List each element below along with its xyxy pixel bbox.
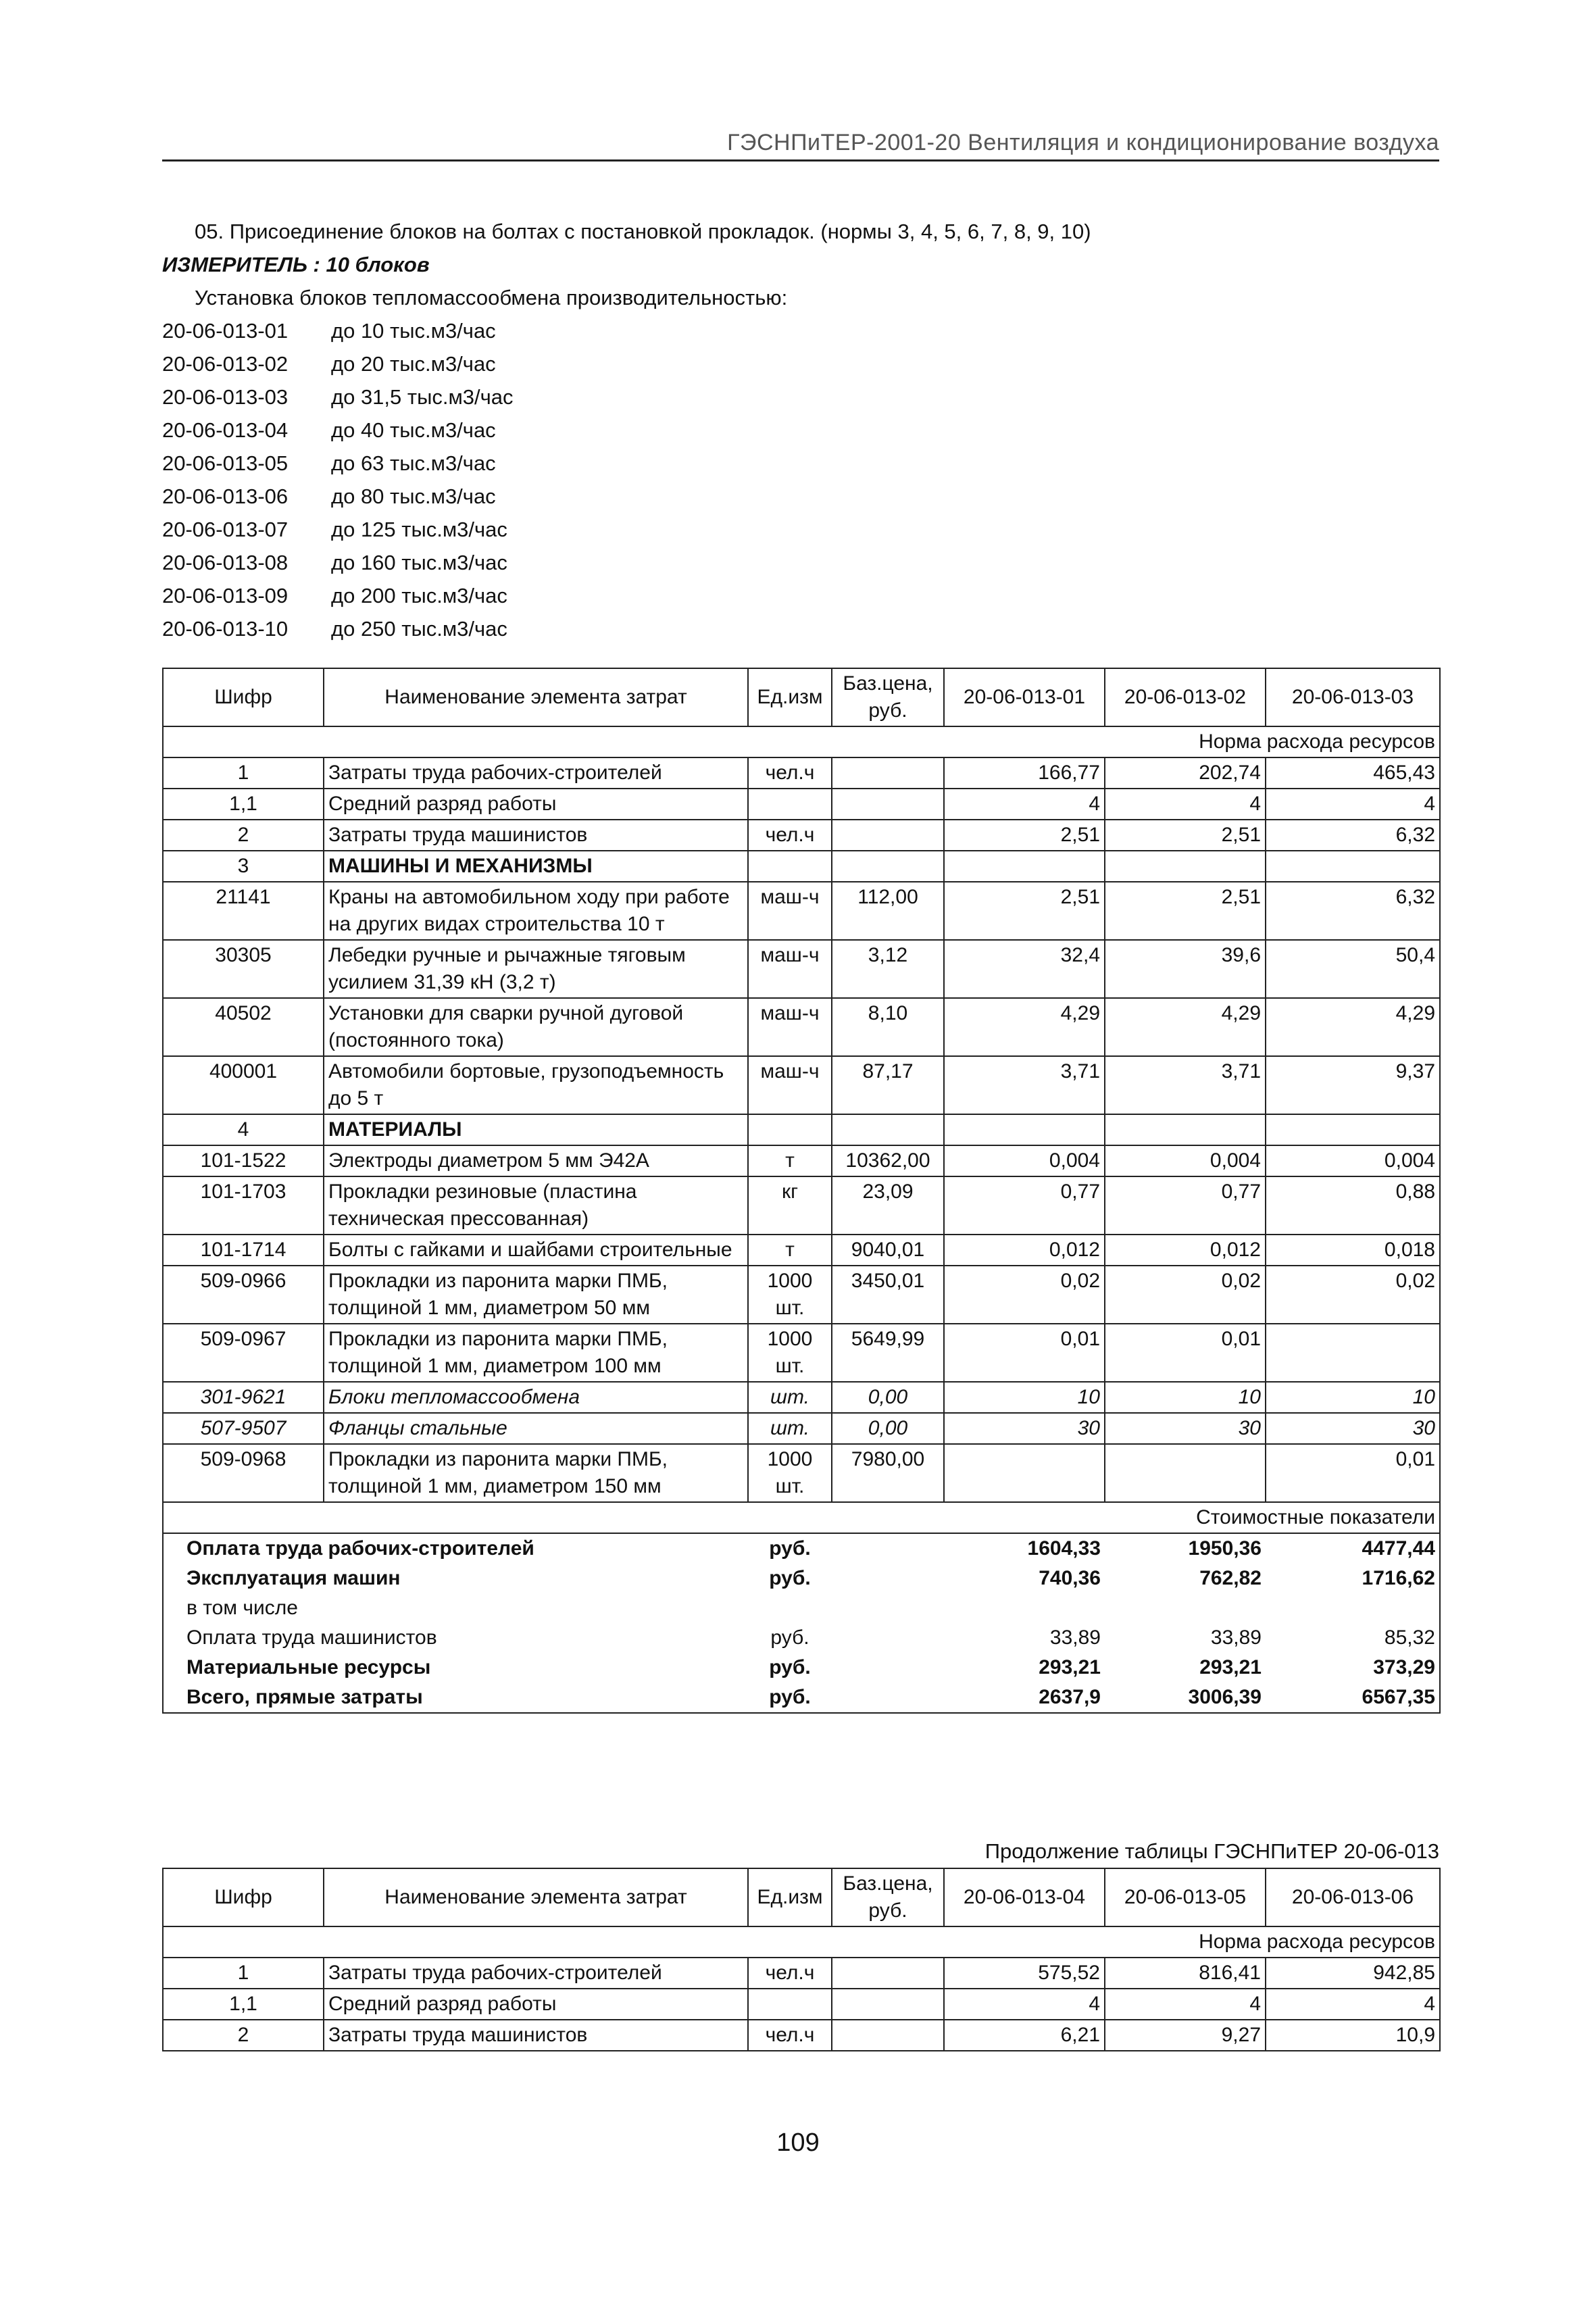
cell-code: 101-1522	[163, 1145, 324, 1176]
col-header-code: Шифр	[163, 668, 324, 726]
col-header-name: Наименование элемента затрат	[324, 1868, 748, 1926]
cell-value-3: 30	[1266, 1413, 1440, 1444]
norm-code: 20-06-013-02	[162, 352, 289, 376]
cost-value-2: 1950,36	[1188, 1537, 1262, 1560]
norm-label: Норма расхода ресурсов	[163, 726, 1440, 757]
norm-desc: до 80 тыс.м3/час	[331, 484, 496, 508]
cost-empty	[832, 1564, 944, 1593]
table-row	[163, 1145, 1440, 1176]
cell-value-1: 0,004	[944, 1145, 1105, 1176]
cell-code: 3	[163, 851, 324, 882]
cell-unit: чел.ч	[748, 2020, 832, 2051]
cell-value-2: 0,004	[1105, 1145, 1266, 1176]
cell-value-1: 10	[944, 1382, 1105, 1413]
cell-value-3: 0,88	[1266, 1176, 1440, 1235]
cell-value-2: 4	[1105, 789, 1266, 820]
table-row	[163, 998, 1440, 1056]
cell-unit: чел.ч	[748, 757, 832, 789]
norm-item	[162, 480, 1432, 513]
cell-code: 2	[163, 820, 324, 851]
norm-code: 20-06-013-03	[162, 385, 289, 409]
cost-unit: руб.	[769, 1656, 811, 1678]
cost-row	[163, 1653, 1440, 1683]
norm-desc: до 40 тыс.м3/час	[331, 418, 496, 442]
cell-value-3: 4	[1266, 789, 1440, 820]
table-row	[163, 2020, 1440, 2051]
norm-desc: до 160 тыс.м3/час	[331, 551, 507, 574]
norm-desc: до 63 тыс.м3/час	[331, 451, 496, 475]
cell-unit: маш-ч	[748, 998, 832, 1056]
cell-code: 400001	[163, 1056, 324, 1114]
cell-value-1: 2,51	[944, 882, 1105, 940]
cost-value-2	[1105, 1593, 1266, 1623]
cell-value-1: 6,21	[944, 2020, 1105, 2051]
cell-code: 101-1703	[163, 1176, 324, 1235]
cell-unit: чел.ч	[748, 820, 832, 851]
cost-empty	[832, 1653, 944, 1683]
cell-value-3: 4,29	[1266, 998, 1440, 1056]
cost-value-3: 4477,44	[1266, 1533, 1440, 1564]
norm-item	[162, 579, 1432, 612]
cell-price: 7980,00	[832, 1444, 944, 1502]
cost-value-1: 1604,33	[1027, 1537, 1101, 1560]
cell-unit: шт.	[748, 1382, 832, 1413]
norm-code: 20-06-013-01	[162, 319, 289, 343]
cell-price	[832, 1114, 944, 1145]
norms-subtitle: Установка блоков тепломассообмена производительностью:	[195, 286, 788, 309]
cell-unit: чел.ч	[748, 1958, 832, 1989]
cell-name: Установки для сварки ручной дуговой (постоянного тока)	[324, 998, 748, 1056]
table-row	[163, 820, 1440, 851]
col-header-norm-1: 20-06-013-01	[944, 668, 1105, 726]
cell-code: 507-9507	[163, 1413, 324, 1444]
cell-code: 4	[163, 1114, 324, 1145]
table-row	[163, 1382, 1440, 1413]
norm-code: 20-06-013-07	[162, 518, 289, 541]
cell-value-3: 4	[1266, 1989, 1440, 2020]
running-header: ГЭСНПиТЕР-2001-20 Вентиляция и кондиционирование воздуха	[727, 130, 1439, 155]
cell-value-1: 0,77	[944, 1176, 1105, 1235]
cost-empty	[832, 1683, 944, 1713]
cell-unit	[748, 1114, 832, 1145]
cost-label: Стоимостные показатели	[163, 1502, 1440, 1533]
cost-name: Всего, прямые затраты	[163, 1683, 748, 1713]
norm-desc: до 125 тыс.м3/час	[331, 518, 507, 541]
cell-code: 40502	[163, 998, 324, 1056]
cell-value-2: 202,74	[1105, 757, 1266, 789]
cell-code: 1,1	[163, 1989, 324, 2020]
cost-value-3	[1266, 1593, 1440, 1623]
table-row	[163, 1114, 1440, 1145]
cost-name: Эксплуатация машин	[163, 1564, 748, 1593]
cell-value-3: 10	[1266, 1382, 1440, 1413]
cost-empty	[832, 1533, 944, 1564]
cost-value-1: 33,89	[1049, 1626, 1101, 1649]
table-row	[163, 1176, 1440, 1235]
cell-unit: шт.	[748, 1413, 832, 1444]
col-header-norm-2: 20-06-013-05	[1105, 1868, 1266, 1926]
table-row	[163, 1266, 1440, 1324]
cell-code: 509-0967	[163, 1324, 324, 1382]
cell-price: 0,00	[832, 1413, 944, 1444]
cost-value-1: 293,21	[1039, 1656, 1101, 1678]
norm-item	[162, 314, 1432, 347]
cell-value-2	[1105, 851, 1266, 882]
cell-name: Автомобили бортовые, грузоподъемность до 5 т	[324, 1056, 748, 1114]
norm-item	[162, 380, 1432, 414]
cell-value-2: 9,27	[1105, 2020, 1266, 2051]
cost-unit: руб.	[769, 1537, 811, 1560]
cell-value-1: 0,012	[944, 1235, 1105, 1266]
cell-name: Затраты труда рабочих-строителей	[324, 1958, 748, 1989]
norm-desc: до 31,5 тыс.м3/час	[331, 385, 514, 409]
table-row	[163, 1989, 1440, 2020]
cell-value-1: 32,4	[944, 940, 1105, 998]
cell-name: Прокладки резиновые (пластина техническая прессованная)	[324, 1176, 748, 1235]
norm-code: 20-06-013-06	[162, 484, 289, 508]
norm-desc: до 200 тыс.м3/час	[331, 584, 507, 607]
cell-code: 1	[163, 757, 324, 789]
cell-price: 3,12	[832, 940, 944, 998]
cell-price	[832, 2020, 944, 2051]
cell-unit: 1000 шт.	[748, 1324, 832, 1382]
cell-value-1: 30	[944, 1413, 1105, 1444]
cell-value-2: 4	[1105, 1989, 1266, 2020]
cell-unit: маш-ч	[748, 1056, 832, 1114]
cell-unit	[748, 851, 832, 882]
cell-price	[832, 820, 944, 851]
cell-name: Краны на автомобильном ходу при работе на других видах строительства 10 т	[324, 882, 748, 940]
cell-value-2: 0,012	[1105, 1235, 1266, 1266]
norm-code: 20-06-013-10	[162, 617, 289, 641]
norm-desc: до 250 тыс.м3/час	[331, 617, 507, 641]
norm-item	[162, 513, 1432, 546]
section-title: 05. Присоединение блоков на болтах с постановкой прокладок. (нормы 3, 4, 5, 6, 7, 8, 9, 10)	[195, 220, 1091, 243]
cell-value-2	[1105, 1114, 1266, 1145]
cell-value-3: 0,004	[1266, 1145, 1440, 1176]
cell-name: Болты с гайками и шайбами строительные	[324, 1235, 748, 1266]
col-header-unit: Ед.изм	[748, 668, 832, 726]
cell-code: 301-9621	[163, 1382, 324, 1413]
table-row	[163, 851, 1440, 882]
cell-unit	[748, 1989, 832, 2020]
cell-name: Средний разряд работы	[324, 1989, 748, 2020]
cell-name: Прокладки из паронита марки ПМБ, толщиной 1 мм, диаметром 150 мм	[324, 1444, 748, 1502]
cell-value-1: 4	[944, 789, 1105, 820]
cost-row	[163, 1623, 1440, 1653]
cell-value-3	[1266, 1324, 1440, 1382]
cell-value-1: 0,01	[944, 1324, 1105, 1382]
cell-name: Прокладки из паронита марки ПМБ, толщиной 1 мм, диаметром 50 мм	[324, 1266, 748, 1324]
cell-value-1	[944, 851, 1105, 882]
cell-price: 87,17	[832, 1056, 944, 1114]
cost-value-1: 2637,9	[944, 1683, 1105, 1713]
cell-value-1: 166,77	[944, 757, 1105, 789]
col-header-price: Баз.цена, руб.	[832, 668, 944, 726]
table-row	[163, 1056, 1440, 1114]
cell-value-3	[1266, 1114, 1440, 1145]
cost-name: в том числе	[163, 1593, 748, 1623]
cell-price: 23,09	[832, 1176, 944, 1235]
table-row	[163, 757, 1440, 789]
cell-value-2: 39,6	[1105, 940, 1266, 998]
cell-name: Фланцы стальные	[324, 1413, 748, 1444]
cell-unit: маш-ч	[748, 882, 832, 940]
cell-unit: 1000 шт.	[748, 1444, 832, 1502]
cell-value-1: 575,52	[944, 1958, 1105, 1989]
header-rule	[162, 159, 1439, 161]
cell-price: 5649,99	[832, 1324, 944, 1382]
cell-value-2: 0,02	[1105, 1266, 1266, 1324]
cell-value-1: 4,29	[944, 998, 1105, 1056]
cell-unit: кг	[748, 1176, 832, 1235]
cell-price: 10362,00	[832, 1145, 944, 1176]
cell-price	[832, 789, 944, 820]
cost-row	[163, 1683, 1440, 1713]
cell-value-3: 0,02	[1266, 1266, 1440, 1324]
cell-code: 1,1	[163, 789, 324, 820]
cell-price	[832, 757, 944, 789]
norm-item	[162, 414, 1432, 447]
cell-value-2: 10	[1105, 1382, 1266, 1413]
cost-row	[163, 1533, 1440, 1564]
cell-price: 0,00	[832, 1382, 944, 1413]
norms-list	[162, 314, 1432, 645]
cell-value-2: 0,01	[1105, 1324, 1266, 1382]
norm-item	[162, 612, 1432, 645]
cell-price: 3450,01	[832, 1266, 944, 1324]
measure-line: ИЗМЕРИТЕЛЬ : 10 блоков	[162, 253, 430, 276]
norm-code: 20-06-013-05	[162, 451, 289, 475]
cell-price	[832, 1989, 944, 2020]
col-header-norm-2: 20-06-013-02	[1105, 668, 1266, 726]
cell-value-3: 0,018	[1266, 1235, 1440, 1266]
cell-value-2: 816,41	[1105, 1958, 1266, 1989]
col-header-code: Шифр	[163, 1868, 324, 1926]
cell-unit: т	[748, 1235, 832, 1266]
cell-value-3: 50,4	[1266, 940, 1440, 998]
cost-value-3: 85,32	[1266, 1623, 1440, 1653]
intro-block	[162, 215, 1432, 645]
norm-item	[162, 347, 1432, 380]
cell-code: 1	[163, 1958, 324, 1989]
col-header-price: Баз.цена, руб.	[832, 1868, 944, 1926]
cell-price: 112,00	[832, 882, 944, 940]
norm-item	[162, 546, 1432, 579]
cost-value-3: 6567,35	[1266, 1683, 1440, 1713]
cell-value-1: 3,71	[944, 1056, 1105, 1114]
table-row	[163, 1958, 1440, 1989]
col-header-norm-3: 20-06-013-03	[1266, 668, 1440, 726]
col-header-name: Наименование элемента затрат	[324, 668, 748, 726]
cell-value-2	[1105, 1444, 1266, 1502]
cost-unit: руб.	[769, 1567, 811, 1589]
cost-value-2: 3006,39	[1105, 1683, 1266, 1713]
norm-desc: до 20 тыс.м3/час	[331, 352, 496, 376]
cost-value-3: 373,29	[1266, 1653, 1440, 1683]
table-row	[163, 1324, 1440, 1382]
cell-value-3: 0,01	[1266, 1444, 1440, 1502]
cell-code: 509-0968	[163, 1444, 324, 1502]
norm-desc: до 10 тыс.м3/час	[331, 319, 496, 343]
cell-code: 21141	[163, 882, 324, 940]
cost-unit: руб.	[770, 1626, 809, 1649]
resource-table-1	[162, 668, 1441, 1714]
cell-code: 101-1714	[163, 1235, 324, 1266]
cell-value-3: 6,32	[1266, 882, 1440, 940]
cost-name: Оплата труда машинистов	[163, 1623, 748, 1653]
cost-row	[163, 1593, 1440, 1623]
cell-value-3: 9,37	[1266, 1056, 1440, 1114]
cost-name: Материальные ресурсы	[163, 1653, 748, 1683]
table-row	[163, 882, 1440, 940]
cell-price: 9040,01	[832, 1235, 944, 1266]
cell-value-2: 0,77	[1105, 1176, 1266, 1235]
table-row	[163, 1235, 1440, 1266]
cost-empty	[832, 1593, 944, 1623]
cell-value-1	[944, 1444, 1105, 1502]
cost-value-2: 762,82	[1199, 1567, 1262, 1589]
cell-value-2: 2,51	[1105, 820, 1266, 851]
cell-value-3: 6,32	[1266, 820, 1440, 851]
cell-code: 509-0966	[163, 1266, 324, 1324]
table-row	[163, 1413, 1440, 1444]
cell-name: Блоки тепломассообмена	[324, 1382, 748, 1413]
cost-value-1: 740,36	[1039, 1567, 1101, 1589]
cost-empty	[832, 1623, 944, 1653]
cell-unit	[748, 789, 832, 820]
table-row	[163, 789, 1440, 820]
cell-value-1: 4	[944, 1989, 1105, 2020]
cell-value-1: 0,02	[944, 1266, 1105, 1324]
cell-value-3: 942,85	[1266, 1958, 1440, 1989]
cost-value-2: 293,21	[1199, 1656, 1262, 1678]
cell-name: Затраты труда машинистов	[324, 2020, 748, 2051]
norm-code: 20-06-013-09	[162, 584, 289, 607]
cell-code: 30305	[163, 940, 324, 998]
cell-name: Затраты труда машинистов	[324, 820, 748, 851]
col-header-norm-3: 20-06-013-06	[1266, 1868, 1440, 1926]
cost-unit: руб.	[748, 1683, 832, 1713]
cell-name: МАТЕРИАЛЫ	[324, 1114, 748, 1145]
cell-name: Лебедки ручные и рычажные тяговым усилием 31,39 кН (3,2 т)	[324, 940, 748, 998]
cell-name: Прокладки из паронита марки ПМБ, толщиной 1 мм, диаметром 100 мм	[324, 1324, 748, 1382]
cell-value-1	[944, 1114, 1105, 1145]
norm-code: 20-06-013-08	[162, 551, 289, 574]
page-number: 109	[776, 2129, 820, 2157]
cost-value-1	[944, 1593, 1105, 1623]
continuation-title: Продолжение таблицы ГЭСНПиТЕР 20-06-013	[984, 1839, 1439, 1863]
cell-value-2: 3,71	[1105, 1056, 1266, 1114]
cell-name: Средний разряд работы	[324, 789, 748, 820]
cell-price: 8,10	[832, 998, 944, 1056]
cell-unit: 1000 шт.	[748, 1266, 832, 1324]
resource-table-2	[162, 1868, 1441, 2051]
cost-value-3: 1716,62	[1266, 1564, 1440, 1593]
cell-value-3: 10,9	[1266, 2020, 1440, 2051]
cell-unit: маш-ч	[748, 940, 832, 998]
cost-value-2: 33,89	[1210, 1626, 1262, 1649]
cell-price	[832, 1958, 944, 1989]
norm-item	[162, 447, 1432, 480]
cell-unit: т	[748, 1145, 832, 1176]
norm-code: 20-06-013-04	[162, 418, 289, 442]
cell-value-3: 465,43	[1266, 757, 1440, 789]
cell-code: 2	[163, 2020, 324, 2051]
cost-name: Оплата труда рабочих-строителей	[163, 1533, 748, 1564]
cell-value-2: 4,29	[1105, 998, 1266, 1056]
cell-name: Электроды диаметром 5 мм Э42А	[324, 1145, 748, 1176]
cell-value-2: 2,51	[1105, 882, 1266, 940]
cost-row	[163, 1564, 1440, 1593]
col-header-unit: Ед.изм	[748, 1868, 832, 1926]
norm-label: Норма расхода ресурсов	[163, 1926, 1440, 1958]
col-header-norm-1: 20-06-013-04	[944, 1868, 1105, 1926]
cell-value-1: 2,51	[944, 820, 1105, 851]
table-row	[163, 1444, 1440, 1502]
cell-value-3	[1266, 851, 1440, 882]
cell-value-2: 30	[1105, 1413, 1266, 1444]
cell-price	[832, 851, 944, 882]
table-row	[163, 940, 1440, 998]
cell-name: Затраты труда рабочих-строителей	[324, 757, 748, 789]
cell-name: МАШИНЫ И МЕХАНИЗМЫ	[324, 851, 748, 882]
cost-unit	[748, 1593, 832, 1623]
